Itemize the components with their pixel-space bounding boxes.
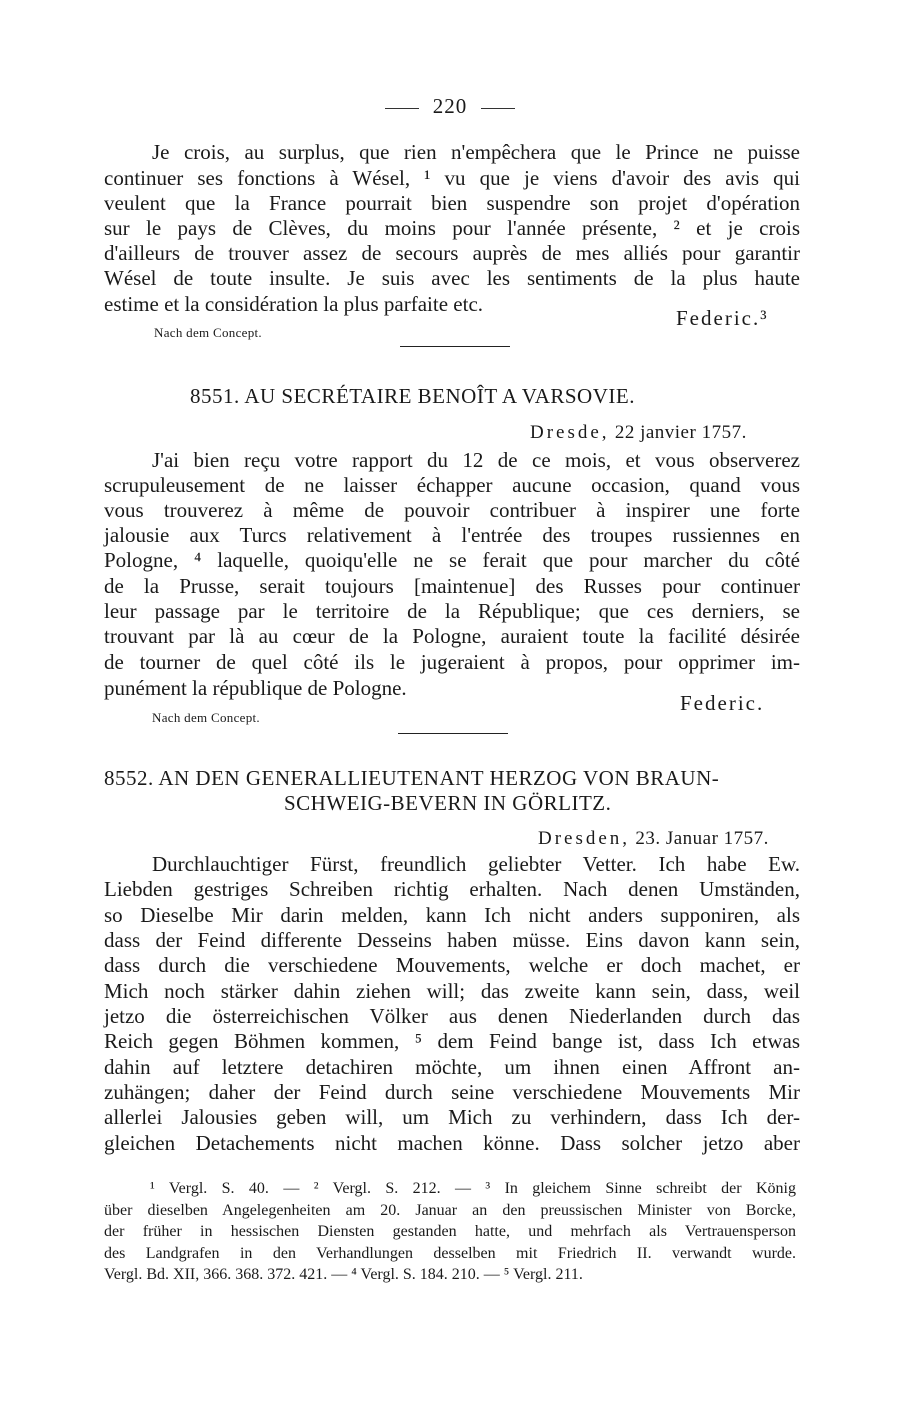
footnote-line: des Landgrafen in den Verhandlungen desselben mit Friedrich II. verwandt wurde. xyxy=(104,1245,796,1262)
text-line: dahin auf letztere detachiren möchte, um ihnen einen Affront an- xyxy=(104,1055,800,1079)
letter-heading: 8552. AN DEN GENERALLIEUTENANT HERZOG VON BRAUN- xyxy=(104,766,720,790)
text-line: continuer ses fonctions à Wésel, ¹ vu que je viens d'avoir des avis qui xyxy=(104,166,800,190)
footnote-line: Vergl. Bd. XII, 366. 368. 372. 421. — ⁴ Vergl. S. 184. 210. — ⁵ Vergl. 211. xyxy=(104,1266,583,1283)
text-line: Liebden gestriges Schreiben richtig erhalten. Nach denen Umständen, xyxy=(104,877,800,901)
text-line: Je crois, au surplus, que rien n'empêchera que le Prince ne puisse xyxy=(152,140,800,164)
source-note: Nach dem Concept. xyxy=(154,325,262,340)
text-line: sur le pays de Clèves, du moins pour l'année présente, ² et je crois xyxy=(104,216,800,240)
text-line: jalousie aux Turcs relativement à l'entrée des troupes russiennes en xyxy=(104,523,800,547)
date: 22 janvier 1757. xyxy=(614,422,747,443)
text-line: scrupuleusement de ne laisser échapper aucune occasion, quand vous xyxy=(104,473,800,497)
dateline xyxy=(530,422,747,444)
text-line: J'ai bien reçu votre rapport du 12 de ce mois, et vous observerez xyxy=(152,448,800,472)
text-line: trouvant par là au cœur de la Pologne, auraient toute la facilité désirée xyxy=(104,624,800,648)
page-number-text: 220 xyxy=(432,94,468,118)
text-line: jetzo die österreichischen Völker aus denen Niederlanden durch das xyxy=(104,1004,800,1028)
letter-heading: 8551. AU SECRÉTAIRE BENOÎT A VARSOVIE. xyxy=(190,384,635,408)
text-line: punément la république de Pologne. xyxy=(104,676,407,700)
text-line: veulent que la France pourrait bien suspendre son projet d'opération xyxy=(104,191,800,215)
text-line: vous trouverez à même de pouvoir contribuer à inspirer une forte xyxy=(104,498,800,522)
text-line: gleichen Detachements nicht machen könne. Dass solcher jetzo aber xyxy=(104,1131,800,1155)
page-number-dash-right xyxy=(481,108,515,109)
letter-heading-continued: SCHWEIG-BEVERN IN GÖRLITZ. xyxy=(284,791,612,815)
text-line: d'ailleurs de trouver assez de secours auprès de mes alliés pour garantir xyxy=(104,241,800,265)
footnote-line: der früher in hessischen Diensten gestanden hatte, und mehrfach als Vertrauensperson xyxy=(104,1223,796,1240)
page-number-dash-left xyxy=(385,108,419,109)
footnote-line: ¹ Vergl. S. 40. — ² Vergl. S. 212. — ³ In gleichem Sinne schreibt der König xyxy=(150,1180,796,1197)
section-divider xyxy=(398,733,508,734)
dateline xyxy=(538,828,769,850)
footnote-line: über dieselben Angelegenheiten am 20. Januar an den preussischen Minister von Borcke, xyxy=(104,1202,796,1219)
date-place: Dresde, xyxy=(530,422,610,443)
text-line: Durchlauchtiger Fürst, freundlich geliebter Vetter. Ich habe Ew. xyxy=(152,852,800,876)
text-line: de la Prusse, serait toujours [maintenue] des Russes pour continuer xyxy=(104,574,800,598)
signature: Federic.³ xyxy=(676,306,769,330)
text-line: allerlei Jalousies geben will, um Mich zu verhindern, dass Ich der- xyxy=(104,1105,800,1129)
text-line: estime et la considération la plus parfaite etc. xyxy=(104,292,484,316)
text-line: so Dieselbe Mir darin melden, kann Ich nicht anders supponiren, als xyxy=(104,903,800,927)
date-place: Dresden, xyxy=(538,828,631,849)
text-line: dass durch die verschiedene Mouvements, welche er doch machet, er xyxy=(104,953,800,977)
text-line: Pologne, ⁴ laquelle, quoiqu'elle ne se ferait que pour marcher du côté xyxy=(104,548,800,572)
text-line: Mich noch stärker dahin ziehen will; das zweite kann sein, dass, weil xyxy=(104,979,800,1003)
signature: Federic. xyxy=(680,691,765,715)
text-line: Wésel de toute insulte. Je suis avec les sentiments de la plus haute xyxy=(104,266,800,290)
source-note: Nach dem Concept. xyxy=(152,710,260,725)
text-line: Reich gegen Böhmen kommen, ⁵ dem Feind bange ist, dass Ich etwas xyxy=(104,1029,800,1053)
date: 23. Januar 1757. xyxy=(635,828,769,849)
text-line: dass der Feind differente Desseins haben müsse. Eins davon kann sein, xyxy=(104,928,800,952)
section-divider xyxy=(400,346,510,347)
text-line: zuhängen; daher der Feind durch seine verschiedene Mouvements Mir xyxy=(104,1080,800,1104)
page-number xyxy=(0,94,900,119)
text-line: de tourner de quel côté ils le jugeraient à propos, pour opprimer im- xyxy=(104,650,800,674)
text-line: leur passage par le territoire de la République; que ces derniers, se xyxy=(104,599,800,623)
